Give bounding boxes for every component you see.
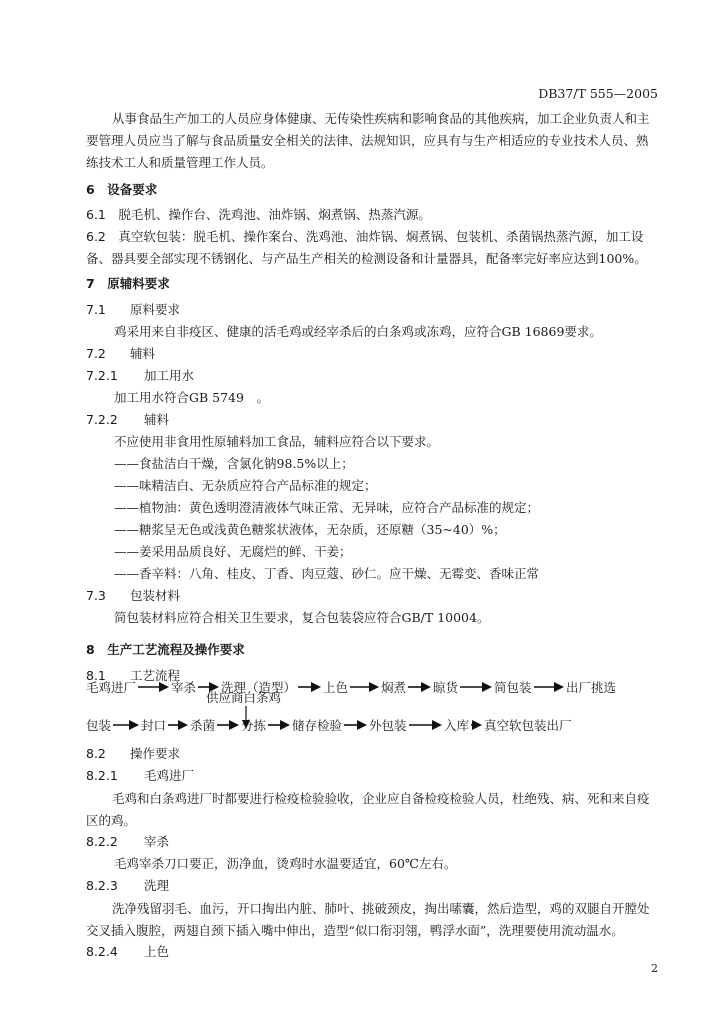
section-number: 8 <box>86 642 95 657</box>
clause-number: 8.2.2 <box>86 834 118 849</box>
clause-8-2-2-text: 毛鸡宰杀刀口要正，沥净血，烫鸡时水温要适宜，60℃左右。 <box>114 856 457 871</box>
flow-node: 毛鸡进厂 <box>86 680 137 695</box>
list-item: ——姜采用品质良好、无腐烂的鲜、干姜； <box>114 544 352 559</box>
clause-number: 7.2.1 <box>86 368 118 383</box>
clause-8-2-3-text: 洗净残留羽毛、血污，开口掏出内脏、肺叶、挑破颈皮，掏出嗉囊，然后造型，鸡的双腿自开膛处交叉插入腹腔，两翅自颈下插入嘴中伸出，造型“似口衔羽翎，鸭浮水面”，洗理要使用流动温水。 <box>86 901 650 938</box>
clause-title: 辅料 <box>144 412 170 427</box>
flow-arrow <box>471 719 482 731</box>
clause-8-2-1-heading <box>86 766 194 784</box>
flow-arrow <box>534 681 564 693</box>
clause-number: 8.2 <box>86 746 106 761</box>
section-title: 设备要求 <box>107 182 158 197</box>
clause-number: 6.2 <box>86 229 106 244</box>
clause-8-2-3-heading <box>86 876 169 894</box>
clause-number: 8.1 <box>86 668 106 683</box>
flow-arrow <box>113 719 139 731</box>
flow-arrow <box>217 719 239 731</box>
clause-8-2-1-text: 毛鸡和白条鸡进厂时都要进行检疫检验验收，企业应自备检疫检验人员，杜绝残、病、死和来自疫区的鸡。 <box>86 791 650 828</box>
flow-arrow <box>268 719 290 731</box>
clause-8-2-4-heading <box>86 942 169 960</box>
flow-arrow <box>298 681 321 693</box>
flow-arrow <box>198 681 219 693</box>
clause-7-1-text: 鸡采用来自非疫区、健康的活毛鸡或经宰杀后的白条鸡或冻鸡，应符合GB 16869要求。 <box>114 324 602 339</box>
clause-7-2-heading <box>86 344 155 362</box>
flow-arrow <box>168 719 188 731</box>
clause-number: 8.2.1 <box>86 768 118 783</box>
clause-7-2-1-text: 加工用水符合GB 5749 。 <box>114 390 269 405</box>
flow-node: 简包装 <box>494 680 532 695</box>
clause-number: 7.2 <box>86 346 106 361</box>
flow-node: 真空软包装出厂 <box>484 718 572 733</box>
flow-node: 焖煮 <box>381 680 407 695</box>
flow-node: 封口 <box>141 718 167 733</box>
flow-node: 宰杀 <box>171 680 197 695</box>
flow-arrow <box>409 719 442 731</box>
clause-8-2-heading <box>86 744 180 762</box>
section-8-heading <box>86 640 245 658</box>
flow-node: 包装 <box>86 718 112 733</box>
flow-node: 入库 <box>444 718 470 733</box>
flow-node: 分拣 <box>241 718 267 733</box>
flow-node: 储存检验 <box>292 718 343 733</box>
clause-title: 原料要求 <box>130 302 181 317</box>
clause-title: 操作要求 <box>130 746 181 761</box>
clause-title: 包装材料 <box>130 588 181 603</box>
clause-title: 工艺流程 <box>130 668 181 683</box>
flow-arrow <box>460 681 492 693</box>
section-6-heading <box>86 180 157 198</box>
intro-paragraph: 从事食品生产加工的人员应身体健康、无传染性疾病和影响食品的其他疾病，加工企业负责人和主要管理人员应当了解与食品质量安全相关的法律、法规知识，应具有与生产相适应的专业技术人员、熟练技术工人和质量管理工作人员。 <box>86 111 650 170</box>
clause-number: 7.1 <box>86 302 106 317</box>
list-item: ——糖浆呈无色或浅黄色糖浆状液体，无杂质，还原糖（35~40）%； <box>114 522 506 537</box>
flow-arrow <box>408 681 431 693</box>
flow-node: 洗理（造型） <box>221 680 297 695</box>
clause-number: 7.2.2 <box>86 412 118 427</box>
clause-8-2-2-heading <box>86 832 169 850</box>
flow-node: 晾货 <box>433 680 459 695</box>
clause-number: 7.3 <box>86 588 106 603</box>
clause-7-2-2-text: 不应使用非食用性原辅料加工食品，辅料应符合以下要求。 <box>114 434 440 449</box>
clause-title: 加工用水 <box>144 368 195 383</box>
flow-node: 杀菌 <box>190 718 216 733</box>
flow-arrow <box>350 681 379 693</box>
section-number: 7 <box>86 276 95 291</box>
section-title: 生产工艺流程及操作要求 <box>107 642 245 657</box>
clause-6-1 <box>86 204 656 226</box>
clause-7-2-2-heading <box>86 410 169 428</box>
clause-7-3-heading <box>86 586 180 604</box>
clause-text: 真空软包装：脱毛机、操作案台、洗鸡池、油炸锅、焖煮锅、包装机、杀菌锅热蒸汽源，加工设备、器具要全部实现不锈钢化、与产品生产相关的检测设备和计量器具，配备率完好率应达到100%。 <box>86 229 647 266</box>
clause-text: 脱毛机、操作台、洗鸡池、油炸锅、焖煮锅、热蒸汽源。 <box>118 207 431 222</box>
section-title: 原辅料要求 <box>107 276 170 291</box>
clause-title: 上色 <box>144 944 170 959</box>
clause-title: 宰杀 <box>144 834 170 849</box>
list-item: ——味精洁白、无杂质应符合产品标准的规定； <box>114 478 377 493</box>
clause-6-2 <box>86 226 656 270</box>
clause-title: 毛鸡进厂 <box>144 768 195 783</box>
page-number: 2 <box>651 962 658 975</box>
clause-7-3-text: 简包装材料应符合相关卫生要求，复合包装袋应符合GB/T 10004。 <box>114 610 490 625</box>
list-item: ——食盐洁白干燥，含氯化钠98.5%以上； <box>114 456 354 471</box>
list-item: ——香辛料：八角、桂皮、丁香、肉豆蔻、砂仁。应干燥、无霉变、香味正常 <box>114 566 540 581</box>
document-header: DB37/T 555—2005 <box>538 86 658 101</box>
flow-node: 上色 <box>323 680 349 695</box>
flow-node: 外包装 <box>369 718 407 733</box>
section-number: 6 <box>86 182 95 197</box>
clause-number: 8.2.4 <box>86 944 118 959</box>
flow-node: 出厂挑选 <box>566 680 617 695</box>
flow-arrow <box>344 719 367 731</box>
clause-7-2-1-heading <box>86 366 194 384</box>
clause-title: 洗理 <box>144 878 170 893</box>
clause-title: 辅料 <box>130 346 156 361</box>
clause-number: 6.1 <box>86 207 106 222</box>
section-7-heading <box>86 274 170 292</box>
clause-number: 8.2.3 <box>86 878 118 893</box>
clause-7-1-heading <box>86 300 180 318</box>
list-item: ——植物油：黄色透明澄清液体气味正常、无异味，应符合产品标准的规定； <box>114 500 540 515</box>
flow-supplier-node: 供应商白条鸡 <box>206 690 282 705</box>
flow-arrow <box>138 681 169 693</box>
